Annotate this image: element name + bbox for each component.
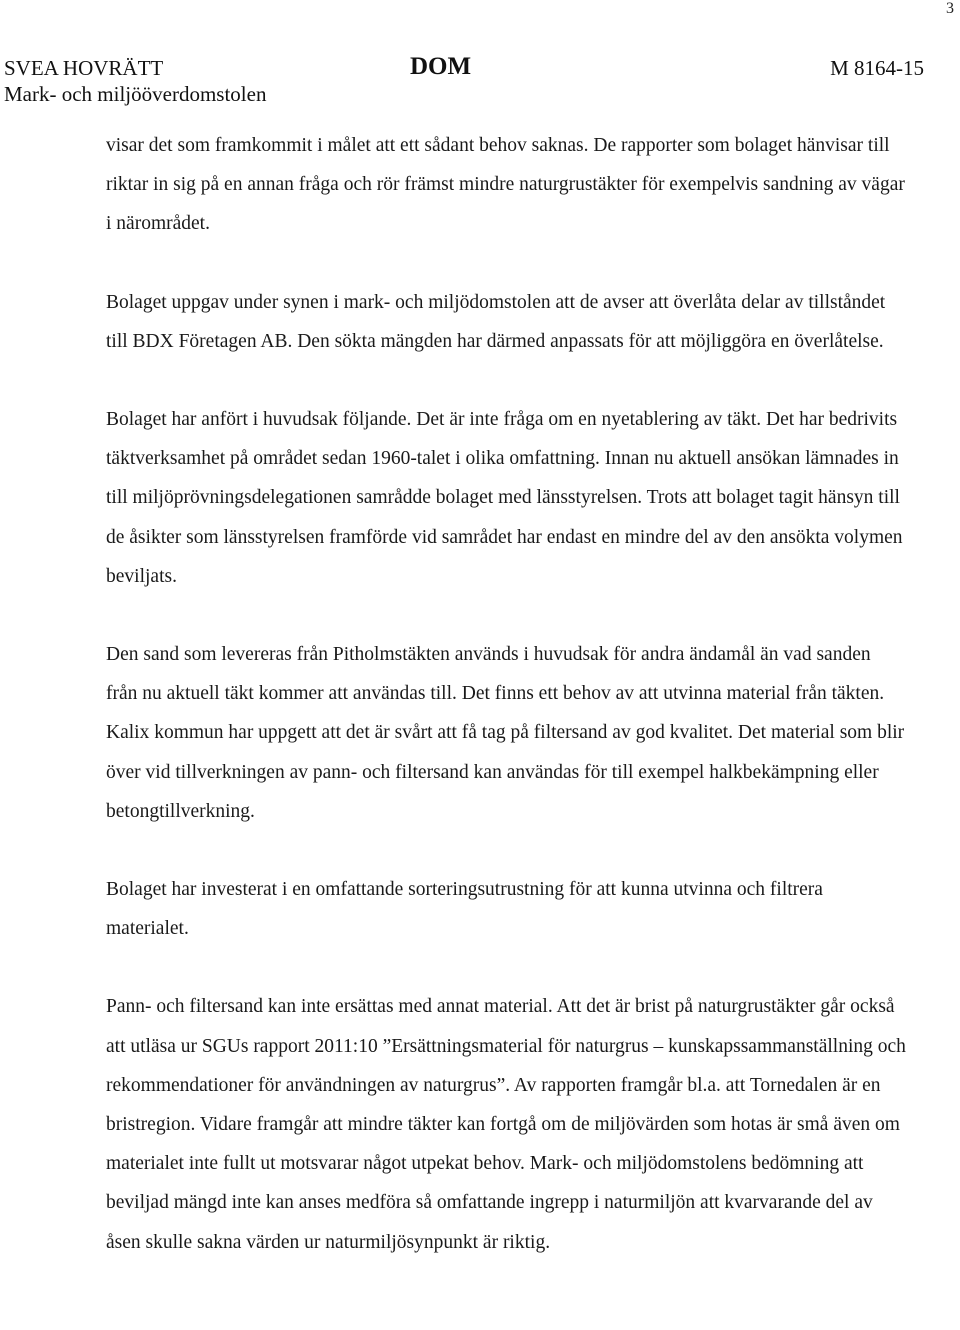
document-type: DOM (410, 53, 472, 80)
paragraph: Den sand som levereras från Pitholmstäkten används i huvudsak för andra ändamål än vad sanden från nu aktuell täkt kommer att användas till. Det finns ett behov av att utvinna material från täkten. Kalix kommun har uppgett att det är svårt att få tag på filtersand av god kvalitet. Det material som blir över vid tillverkningen av pann- och filtersand kan användas för till exempel halkbekämpning eller betongtillverkning. (106, 644, 905, 822)
paragraph: visar det som framkommit i målet att ett sådant behov saknas. De rapporter som bolaget hänvisar till riktar in sig på en annan fråga och rör främst mindre naturgrustäkter för exempelvis sandning av vägar i närområdet. (106, 135, 905, 235)
document-body (106, 126, 906, 1301)
court-division: Mark- och miljööverdomstolen (4, 82, 267, 106)
document-header (4, 55, 924, 105)
paragraph: Bolaget har anfört i huvudsak följande. Det är inte fråga om en nyetablering av täkt. Det har bedrivits täktverksamhet på området sedan 1960-talet i olika omfattning. Innan nu aktuell ansökan lämnades in till miljöprövningsdelegationen samrådde bolaget med länsstyrelsen. Trots att bolaget tagit hänsyn till de åsikter som länsstyrelsen framförde vid samrådet har endast en mindre del av den ansökta volymen beviljats. (106, 409, 903, 587)
case-number: M 8164-15 (830, 56, 924, 80)
paragraph: Bolaget har investerat i en omfattande sorteringsutrustning för att kunna utvinna och filtrera materialet. (106, 879, 823, 940)
page-number: 3 (946, 0, 954, 17)
court-name: SVEA HOVRÄTT (4, 56, 164, 80)
paragraph: Bolaget uppgav under synen i mark- och miljödomstolen att de avser att överlåta delar av tillståndet till BDX Företagen AB. Den sökta mängden har därmed anpassats för att möjliggöra en överlåtelse. (106, 291, 886, 352)
paragraph: Pann- och filtersand kan inte ersättas med annat material. Att det är brist på naturgrustäkter går också att utläsa ur SGUs rapport 2011:10 ”Ersättningsmaterial för naturgrus – kunskapssammanställning och rekommendationer för användningen av naturgrus”. Av rapporten framgår bl.a. att Tornedalen är en bristregion. Vidare framgår att mindre täkter kan fortgå om de miljövärden som hotas är små även om materialet inte fullt ut motsvarar något utpekat behov. Mark- och miljödomstolens bedömning att beviljad mängd inte kan anses medföra så omfattande ingrepp i naturmiljön att kvarvarande del av åsen skulle sakna värden ur naturmiljösynpunkt är riktig. (106, 996, 906, 1253)
